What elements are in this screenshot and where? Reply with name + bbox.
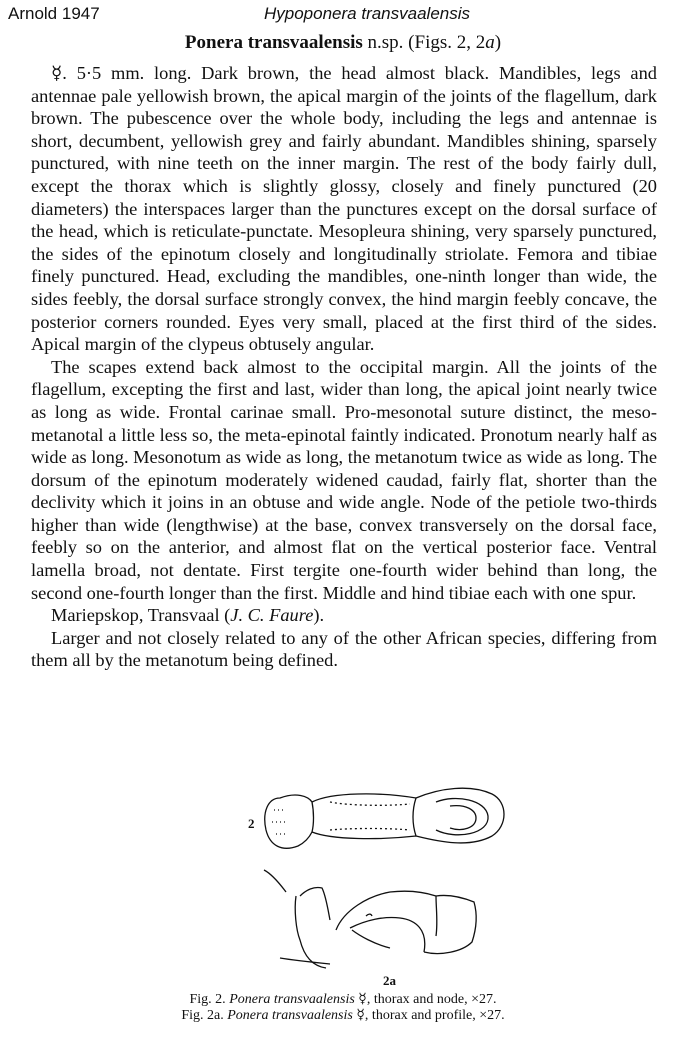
- thorax-profile-drawing: [264, 870, 476, 968]
- species-name: Ponera transvaalensis: [184, 32, 363, 53]
- figure-captions: [0, 992, 686, 1024]
- locality-collector: J. C. Faure: [230, 605, 314, 626]
- title-suffix-italic: a: [485, 32, 495, 53]
- citation-label: Arnold 1947: [8, 4, 100, 23]
- description-body: [31, 62, 657, 672]
- figure-label-2: 2: [248, 816, 255, 831]
- paragraph-description: ☿. 5·5 mm. long. Dark brown, the head almost black. Mandibles, legs and antennae pale yellowish brown, the apical margin of the joints of the flagellum, dark brown. The pubescence over the whole body, including the legs and antennae is short, decumbent, yellowish grey and fairly abundant. Mandibles shining, sparsely punctured, with nine teeth on the inner margin. The rest of the body fairly dull, except the thorax which is slightly glossy, closely and finely punctured (20 diameters) the interspaces larger than the punctures except on the dorsal surface of the head, which is reticulate-punctate. Mesopleura shining, very sparsely punctured, the sides of the epinotum closely and longitudinally striolate. Femora and tibiae finely punctured. Head, excluding the mandibles, one-ninth longer than wide, the sides feebly, the dorsal surface strongly convex, the hind margin feebly concave, the posterior corners rounded. Eyes very small, placed at the first third of the sides. Apical margin of the clypeus obtusely angular.: [31, 63, 657, 355]
- current-name-label: Hypoponera transvaalensis: [264, 4, 471, 23]
- caption-2-rest: ☿, thorax and profile, ×27.: [352, 1008, 505, 1023]
- caption-fig-2: [0, 992, 686, 1008]
- page-header: [8, 4, 678, 26]
- locality-end: ).: [313, 605, 325, 626]
- caption-1-prefix: Fig. 2.: [189, 992, 230, 1007]
- caption-2-species: Ponera transvaalensis: [227, 1008, 353, 1023]
- paragraph-locality: [31, 604, 657, 627]
- locality-place: Mariepskop, Transvaal (: [51, 605, 231, 626]
- caption-1-species: Ponera transvaalensis: [229, 992, 355, 1007]
- figure-drawings: [240, 780, 520, 980]
- figure-label-2a: 2a: [383, 973, 396, 988]
- caption-fig-2a: [0, 1008, 686, 1024]
- paragraph-closing: Larger and not closely related to any of the other African species, differing from them all by the metanotum being defined.: [31, 627, 657, 671]
- title-suffix: n.sp. (Figs. 2, 2: [362, 32, 486, 53]
- species-title: [0, 32, 686, 54]
- thorax-dorsal-drawing: [265, 788, 504, 848]
- caption-2-prefix: Fig. 2a.: [181, 1008, 228, 1023]
- caption-1-rest: ☿, thorax and node, ×27.: [354, 992, 497, 1007]
- title-suffix-end: ): [494, 32, 502, 53]
- paragraph-morphology: The scapes extend back almost to the occipital margin. All the joints of the flagellum, excepting the first and last, wider than long, the apical joint nearly twice as long as wide. Frontal carinae small. Pro-mesonotal suture distinct, the meso-metanotal a little less so, the meta-epinotal faintly indicated. Pronotum nearly half as wide as long. Mesonotum as wide as long, the metanotum twice as wide as long. The dorsum of the epinotum moderately widened caudad, fairly flat, shorter than the declivity which it joins in an obtuse and wide angle. Node of the petiole two-thirds higher than wide (lengthwise) at the base, convex transversely on the dorsal face, feebly so on the anterior, and almost flat on the vertical posterior face. Ventral lamella broad, not dentate. First tergite one-fourth wider behind than long, the second one-fourth longer than the first. Middle and hind tibiae each with one spur.: [31, 356, 657, 603]
